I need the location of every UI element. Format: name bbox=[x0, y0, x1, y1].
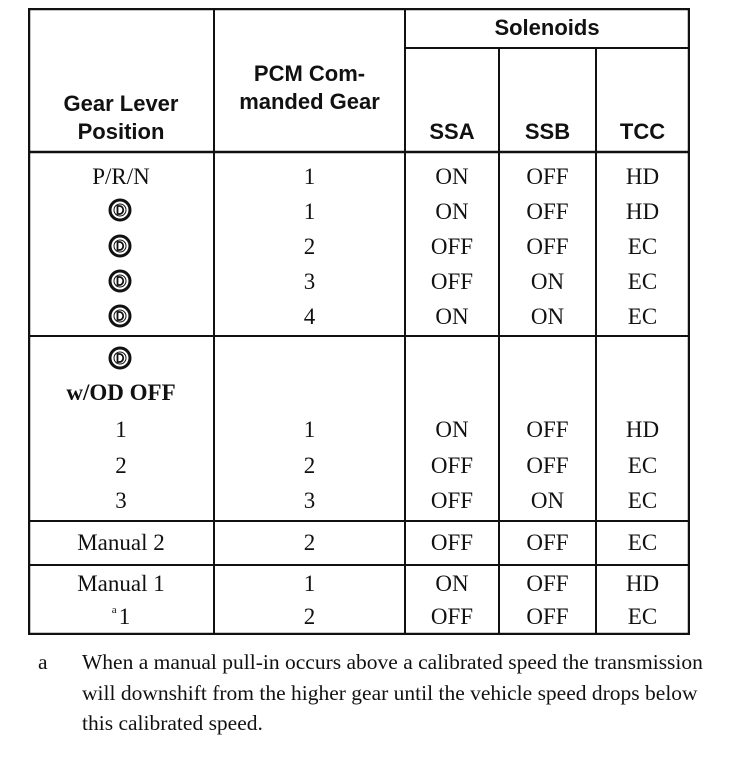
pcm-gear: 2 bbox=[303, 530, 316, 555]
pcm-gear: 3 bbox=[303, 487, 316, 513]
ssb-state: OFF bbox=[526, 233, 569, 259]
ssb-state: ON bbox=[530, 487, 565, 513]
od-off-heading: w/OD OFF bbox=[66, 380, 176, 405]
pcm-gear: 1 bbox=[303, 571, 316, 596]
pcm-gear: 1 bbox=[303, 417, 316, 442]
solenoids-group-header: Solenoids bbox=[494, 15, 600, 40]
gear-lever-position: Manual 1 bbox=[77, 571, 165, 596]
pcm-gear: 1 bbox=[303, 198, 316, 224]
circled-d-icon bbox=[108, 234, 132, 258]
pcm-gear: 1 bbox=[303, 164, 316, 189]
tcc-state: EC bbox=[627, 233, 658, 259]
tcc-state: EC bbox=[627, 530, 658, 555]
tcc-state: HD bbox=[625, 417, 660, 442]
tcc-header: TCC bbox=[619, 119, 666, 144]
gear-lever-position: Manual 2 bbox=[77, 530, 165, 555]
ssa-state: ON bbox=[435, 164, 469, 189]
tcc-state: EC bbox=[627, 268, 658, 294]
tcc-state: HD bbox=[625, 571, 660, 596]
circled-d-icon bbox=[108, 346, 132, 370]
ssb-header: SSB bbox=[524, 119, 571, 144]
ssb-state: OFF bbox=[526, 164, 569, 189]
tcc-state: HD bbox=[625, 198, 660, 224]
circled-d-icon bbox=[108, 269, 132, 293]
ssa-state: OFF bbox=[430, 452, 474, 478]
circled-d-icon bbox=[108, 304, 132, 328]
ssb-state: OFF bbox=[526, 603, 569, 629]
tcc-state: EC bbox=[627, 303, 658, 329]
gear-lever-position: 3 bbox=[115, 487, 127, 513]
gear-lever-position: 2 bbox=[115, 452, 127, 478]
ssa-state: OFF bbox=[430, 268, 474, 294]
ssb-state: OFF bbox=[526, 571, 569, 596]
ssb-state: ON bbox=[530, 268, 565, 294]
ssb-state: OFF bbox=[526, 198, 569, 224]
ssa-state: ON bbox=[435, 198, 469, 224]
pcm-commanded-gear-header: PCM Com- manded Gear bbox=[239, 61, 380, 114]
footnote-text: When a manual pull-in occurs above a calibrated speed the transmission will downshift from the higher gear until the vehicle speed drops below this calibrated speed. bbox=[82, 650, 703, 735]
gear-lever-position bbox=[28, 600, 214, 633]
ssa-state: ON bbox=[435, 303, 469, 329]
tcc-state: EC bbox=[627, 452, 658, 478]
footnote-marker: a bbox=[111, 603, 117, 616]
solenoid-table bbox=[28, 8, 690, 635]
pcm-gear: 2 bbox=[303, 233, 316, 259]
gear-lever-position-header: Gear Lever Position bbox=[63, 91, 179, 144]
pcm-gear: 2 bbox=[303, 452, 316, 478]
ssb-state: ON bbox=[530, 303, 565, 329]
gear-lever-position-value: 1 bbox=[118, 603, 131, 629]
ssa-state: OFF bbox=[430, 603, 474, 629]
ssa-state: ON bbox=[435, 571, 469, 596]
gear-lever-position: 1 bbox=[115, 417, 127, 442]
ssa-state: ON bbox=[435, 417, 469, 442]
gear-lever-position: P/R/N bbox=[92, 164, 150, 189]
pcm-gear: 2 bbox=[303, 603, 316, 629]
footnote-marker: a bbox=[38, 650, 48, 674]
ssa-state: OFF bbox=[430, 233, 474, 259]
tcc-state: EC bbox=[627, 603, 658, 629]
tcc-state: HD bbox=[625, 164, 660, 189]
ssa-state: OFF bbox=[430, 487, 474, 513]
tcc-state: EC bbox=[627, 487, 658, 513]
pcm-gear: 4 bbox=[303, 303, 316, 329]
ssb-state: OFF bbox=[526, 530, 569, 555]
ssb-state: OFF bbox=[526, 417, 569, 442]
circled-d-icon bbox=[108, 198, 132, 222]
ssb-state: OFF bbox=[526, 452, 569, 478]
ssa-header: SSA bbox=[429, 119, 475, 144]
pcm-gear: 3 bbox=[303, 268, 316, 294]
ssa-state: OFF bbox=[430, 530, 474, 555]
